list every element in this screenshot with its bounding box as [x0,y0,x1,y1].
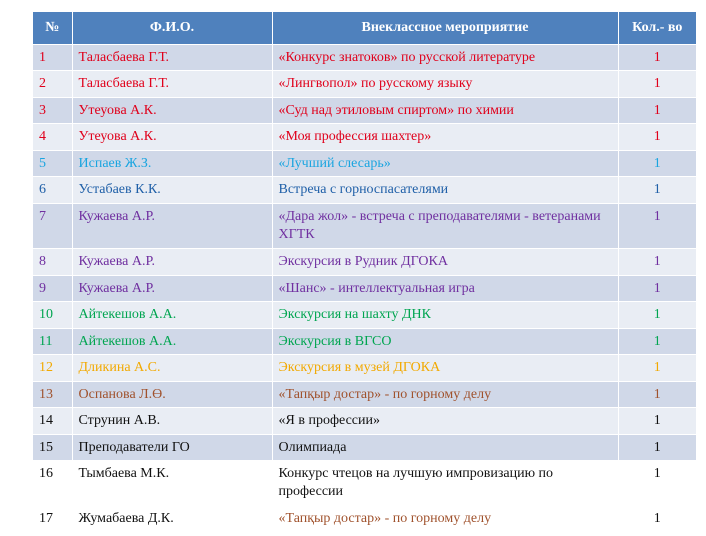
cell-count: 1 [618,98,696,124]
cell-name: Оспанова Л.Ө. [72,382,272,408]
cell-event: Встреча с горноспасателями [272,177,618,204]
cell-name: Таласбаева Г.Т. [72,71,272,98]
cell-number: 1 [33,45,72,71]
cell-name: Кужаева А.Р. [72,249,272,276]
cell-number: 10 [33,302,72,329]
cell-number: 9 [33,276,72,302]
cell-name: Утеуова А.К. [72,98,272,124]
activities-table [33,12,696,536]
table-row [33,329,696,355]
table-row [33,204,696,249]
cell-event: «Лучший слесарь» [272,151,618,177]
cell-name: Айтекешов А.А. [72,302,272,329]
cell-event: «Конкурс знатоков» по русской литературе [272,45,618,71]
cell-event: «Моя профессия шахтер» [272,124,618,151]
header-name: Ф.И.О. [72,12,272,45]
cell-number: 16 [33,461,72,506]
cell-event: Экскурсия в Рудник ДГОКА [272,249,618,276]
cell-count: 1 [618,177,696,204]
header-event: Внеклассное мероприятие [272,12,618,45]
cell-event: Экскурсия на шахту ДНК [272,302,618,329]
cell-name: Испаев Ж.З. [72,151,272,177]
cell-count: 1 [618,382,696,408]
header-count: Кол.- во [618,12,696,45]
cell-name: Преподаватели ГО [72,435,272,461]
cell-count: 1 [618,408,696,435]
cell-name: Тымбаева М.К. [72,461,272,506]
cell-number: 14 [33,408,72,435]
table-row [33,151,696,177]
cell-count: 1 [618,435,696,461]
cell-count: 1 [618,506,696,536]
table-row [33,45,696,71]
header-number: № [33,12,72,45]
cell-event: «Суд над этиловым спиртом» по химии [272,98,618,124]
cell-number: 12 [33,355,72,382]
cell-count: 1 [618,249,696,276]
cell-name: Дликина А.С. [72,355,272,382]
cell-event: «Шанс» - интеллектуальная игра [272,276,618,302]
cell-event: «Тапқыр достар» - по горному делу [272,506,618,536]
cell-number: 8 [33,249,72,276]
cell-number: 6 [33,177,72,204]
cell-event: «Дара жол» - встреча с преподавателями - ветеранами ХГТК [272,204,618,249]
cell-number: 11 [33,329,72,355]
cell-event: Олимпиада [272,435,618,461]
cell-name: Устабаев К.К. [72,177,272,204]
table-row [33,408,696,435]
activities-table-container [33,12,696,536]
cell-count: 1 [618,329,696,355]
cell-event: «Лингвопол» по русскому языку [272,71,618,98]
cell-count: 1 [618,204,696,249]
table-row [33,461,696,506]
cell-name: Утеуова А.К. [72,124,272,151]
cell-number: 7 [33,204,72,249]
cell-name: Айтекешов А.А. [72,329,272,355]
cell-event: «Я в профессии» [272,408,618,435]
cell-name: Кужаева А.Р. [72,204,272,249]
table-row [33,435,696,461]
cell-count: 1 [618,124,696,151]
table-row [33,382,696,408]
table-row [33,177,696,204]
cell-count: 1 [618,355,696,382]
table-row [33,249,696,276]
cell-event: «Тапқыр достар» - по горному делу [272,382,618,408]
cell-event: Экскурсия в музей ДГОКА [272,355,618,382]
table-row [33,355,696,382]
cell-number: 15 [33,435,72,461]
cell-event: Конкурс чтецов на лучшую импровизацию по профессии [272,461,618,506]
cell-count: 1 [618,461,696,506]
cell-name: Кужаева А.Р. [72,276,272,302]
table-row [33,302,696,329]
cell-number: 13 [33,382,72,408]
cell-name: Таласбаева Г.Т. [72,45,272,71]
table-row [33,124,696,151]
cell-number: 17 [33,506,72,536]
table-row [33,98,696,124]
cell-number: 2 [33,71,72,98]
cell-name: Струнин А.В. [72,408,272,435]
cell-count: 1 [618,45,696,71]
table-header-row [33,12,696,45]
cell-name: Жумабаева Д.К. [72,506,272,536]
cell-number: 5 [33,151,72,177]
cell-number: 3 [33,98,72,124]
cell-count: 1 [618,276,696,302]
cell-number: 4 [33,124,72,151]
cell-count: 1 [618,302,696,329]
cell-count: 1 [618,151,696,177]
table-row [33,506,696,536]
cell-count: 1 [618,71,696,98]
table-row [33,276,696,302]
cell-event: Экскурсия в ВГСО [272,329,618,355]
table-row [33,71,696,98]
